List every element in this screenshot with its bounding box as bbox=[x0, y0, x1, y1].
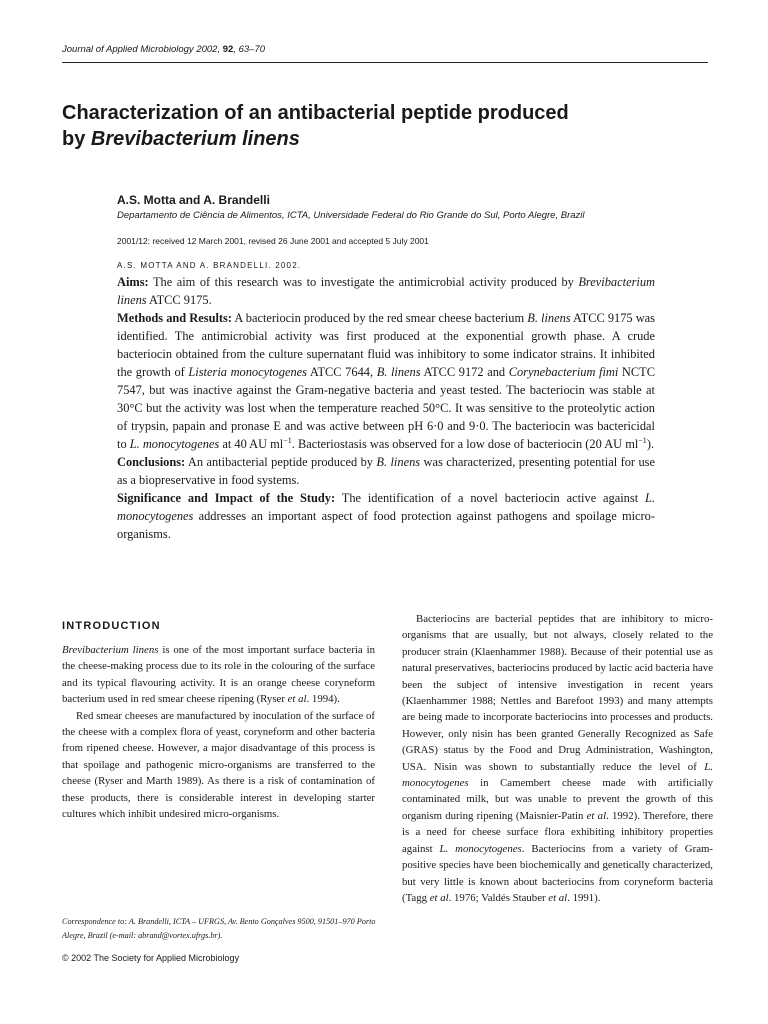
authors: A.S. Motta and A. Brandelli bbox=[117, 193, 270, 207]
section-heading-introduction: INTRODUCTION bbox=[62, 620, 161, 632]
intro-paragraph-2: Red smear cheeses are manufactured by inoculation of the surface of the cheese with a complex flora of yeast, coryneform and other bacteria from ripened cheese. However, a major disadvantage of this process is that spoilage and pathogenic micro-organisms are transferred to the cheese (Ryser and Marth 1989). As there is a risk of contamination of these products, there is considerable interest in developing starter cultures which inhibit undesired micro-organisms. bbox=[62, 709, 375, 821]
abstract bbox=[117, 273, 655, 543]
abstract-conclusions: Conclusions: An antibacterial peptide produced by B. linens was characterized, presenting potential for use as a biopreservative in food systems. bbox=[117, 455, 655, 487]
received-dates: 2001/12: received 12 March 2001, revised 26 June 2001 and accepted 5 July 2001 bbox=[117, 236, 429, 246]
title-line-1: Characterization of an antibacterial peptide produced bbox=[62, 102, 569, 124]
abstract-methods: Methods and Results: A bacteriocin produced by the red smear cheese bacterium B. linens ATCC 9175 was identified. The antimicrobial activity was first produced at the exponential growth phase. A crude bacteriocin obtained from the culture supernatant fluid was inhibitory to some indicator strains. It inhibited the growth of Listeria monocytogenes ATCC 7644, B. linens ATCC 9172 and Corynebacterium fimi NCTC 7547, but was inactive against the Gram-negative bacteria and yeast tested. The bacteriocin was stable at 30°C but the activity was lost when the temperature reached 50°C. It was sensitive to the proteolytic action of trypsin, papain and pronase E and was active between pH 6·0 and 9·0. The bacteriocin was bactericidal to L. monocytogenes at 40 AU $ml^{-1}$. Bacteriostasis was observed for a low dose of bacteriocin (20 AU $ml^{-1}$). bbox=[117, 311, 655, 451]
intro-paragraph-3: Bacteriocins are bacterial peptides that are inhibitory to micro-organisms that are usually, but not always, closely related to the producer strain (Klaenhammer 1988). Because of their potential use as natural preservatives, bacteriocins produced by lactic acid bacteria have been the subject of intensive investigation in recent years (Klaenhammer 1988; Nettles and Barefoot 1993) and many attempts are being made to incorporate bacteriocins into processes and products. However, only nisin has been granted Generally Recognized as Safe (GRAS) status by the Food and Drug Administration, Washington, USA. Nisin was shown to substantially reduce the level of L. monocytogenes in Camembert cheese made with artificially contaminated milk, but was unable to prevent the growth of this organism during ripening (Maisnier-Patin et al. 1992). Therefore, there is a need for cheese surface flora exhibiting inhibitory properties against L. monocytogenes. Bacteriocins from a variety of Gram-positive species have been biochemically and genetically characterized, but very little is known about bacteriocins from coryneform bacteria (Tagg et al. 1976; Valdés Stauber et al. 1991). bbox=[402, 613, 713, 904]
journal-pages: , 63–70 bbox=[233, 44, 266, 55]
correspondence-footnote: Correspondence to: A. Brandelli, ICTA – UFRGS, Av. Bento Gonçalves 9500, 91501–970 Porto Alegre, Brazil (e-mail: abrand@vortex.ufrgs.br). bbox=[62, 917, 376, 940]
left-column bbox=[62, 642, 375, 822]
copyright-notice: © 2002 The Society for Applied Microbiology bbox=[62, 953, 240, 963]
right-column bbox=[402, 611, 713, 906]
journal-name: Journal of Applied Microbiology bbox=[62, 44, 194, 55]
affiliation: Departamento de Ciência de Alimentos, ICTA, Universidade Federal do Rio Grande do Sul, Porto Alegre, Brazil bbox=[117, 210, 585, 221]
journal-volume: 92 bbox=[222, 44, 234, 55]
article-title bbox=[62, 100, 702, 152]
abstract-significance: Significance and Impact of the Study: The identification of a novel bacteriocin active against L. monocytogenes addresses an important aspect of food protection against pathogens and spoilage micro-organisms. bbox=[117, 491, 656, 541]
title-organism: Brevibacterium linens bbox=[90, 128, 300, 150]
journal-header bbox=[62, 44, 265, 55]
intro-paragraph-1: Brevibacterium linens is one of the most important surface bacteria in the cheese-making process due to its role in the colouring of the surface and its typical flavouring activity. It is an orange cheese coryneform bacterium used in red smear cheese ripening (Ryser et al. 1994). bbox=[62, 644, 376, 706]
journal-year: 2002, bbox=[196, 44, 221, 55]
abstract-aims: Aims: The aim of this research was to investigate the antimicrobial activity produced by Brevibacterium linens ATCC 9175. bbox=[117, 275, 655, 307]
title-line-2: by Brevibacterium linens bbox=[62, 128, 300, 150]
citation-line: A.S. MOTTA AND A. BRANDELLI. 2002. bbox=[117, 261, 302, 270]
header-rule bbox=[62, 62, 708, 63]
